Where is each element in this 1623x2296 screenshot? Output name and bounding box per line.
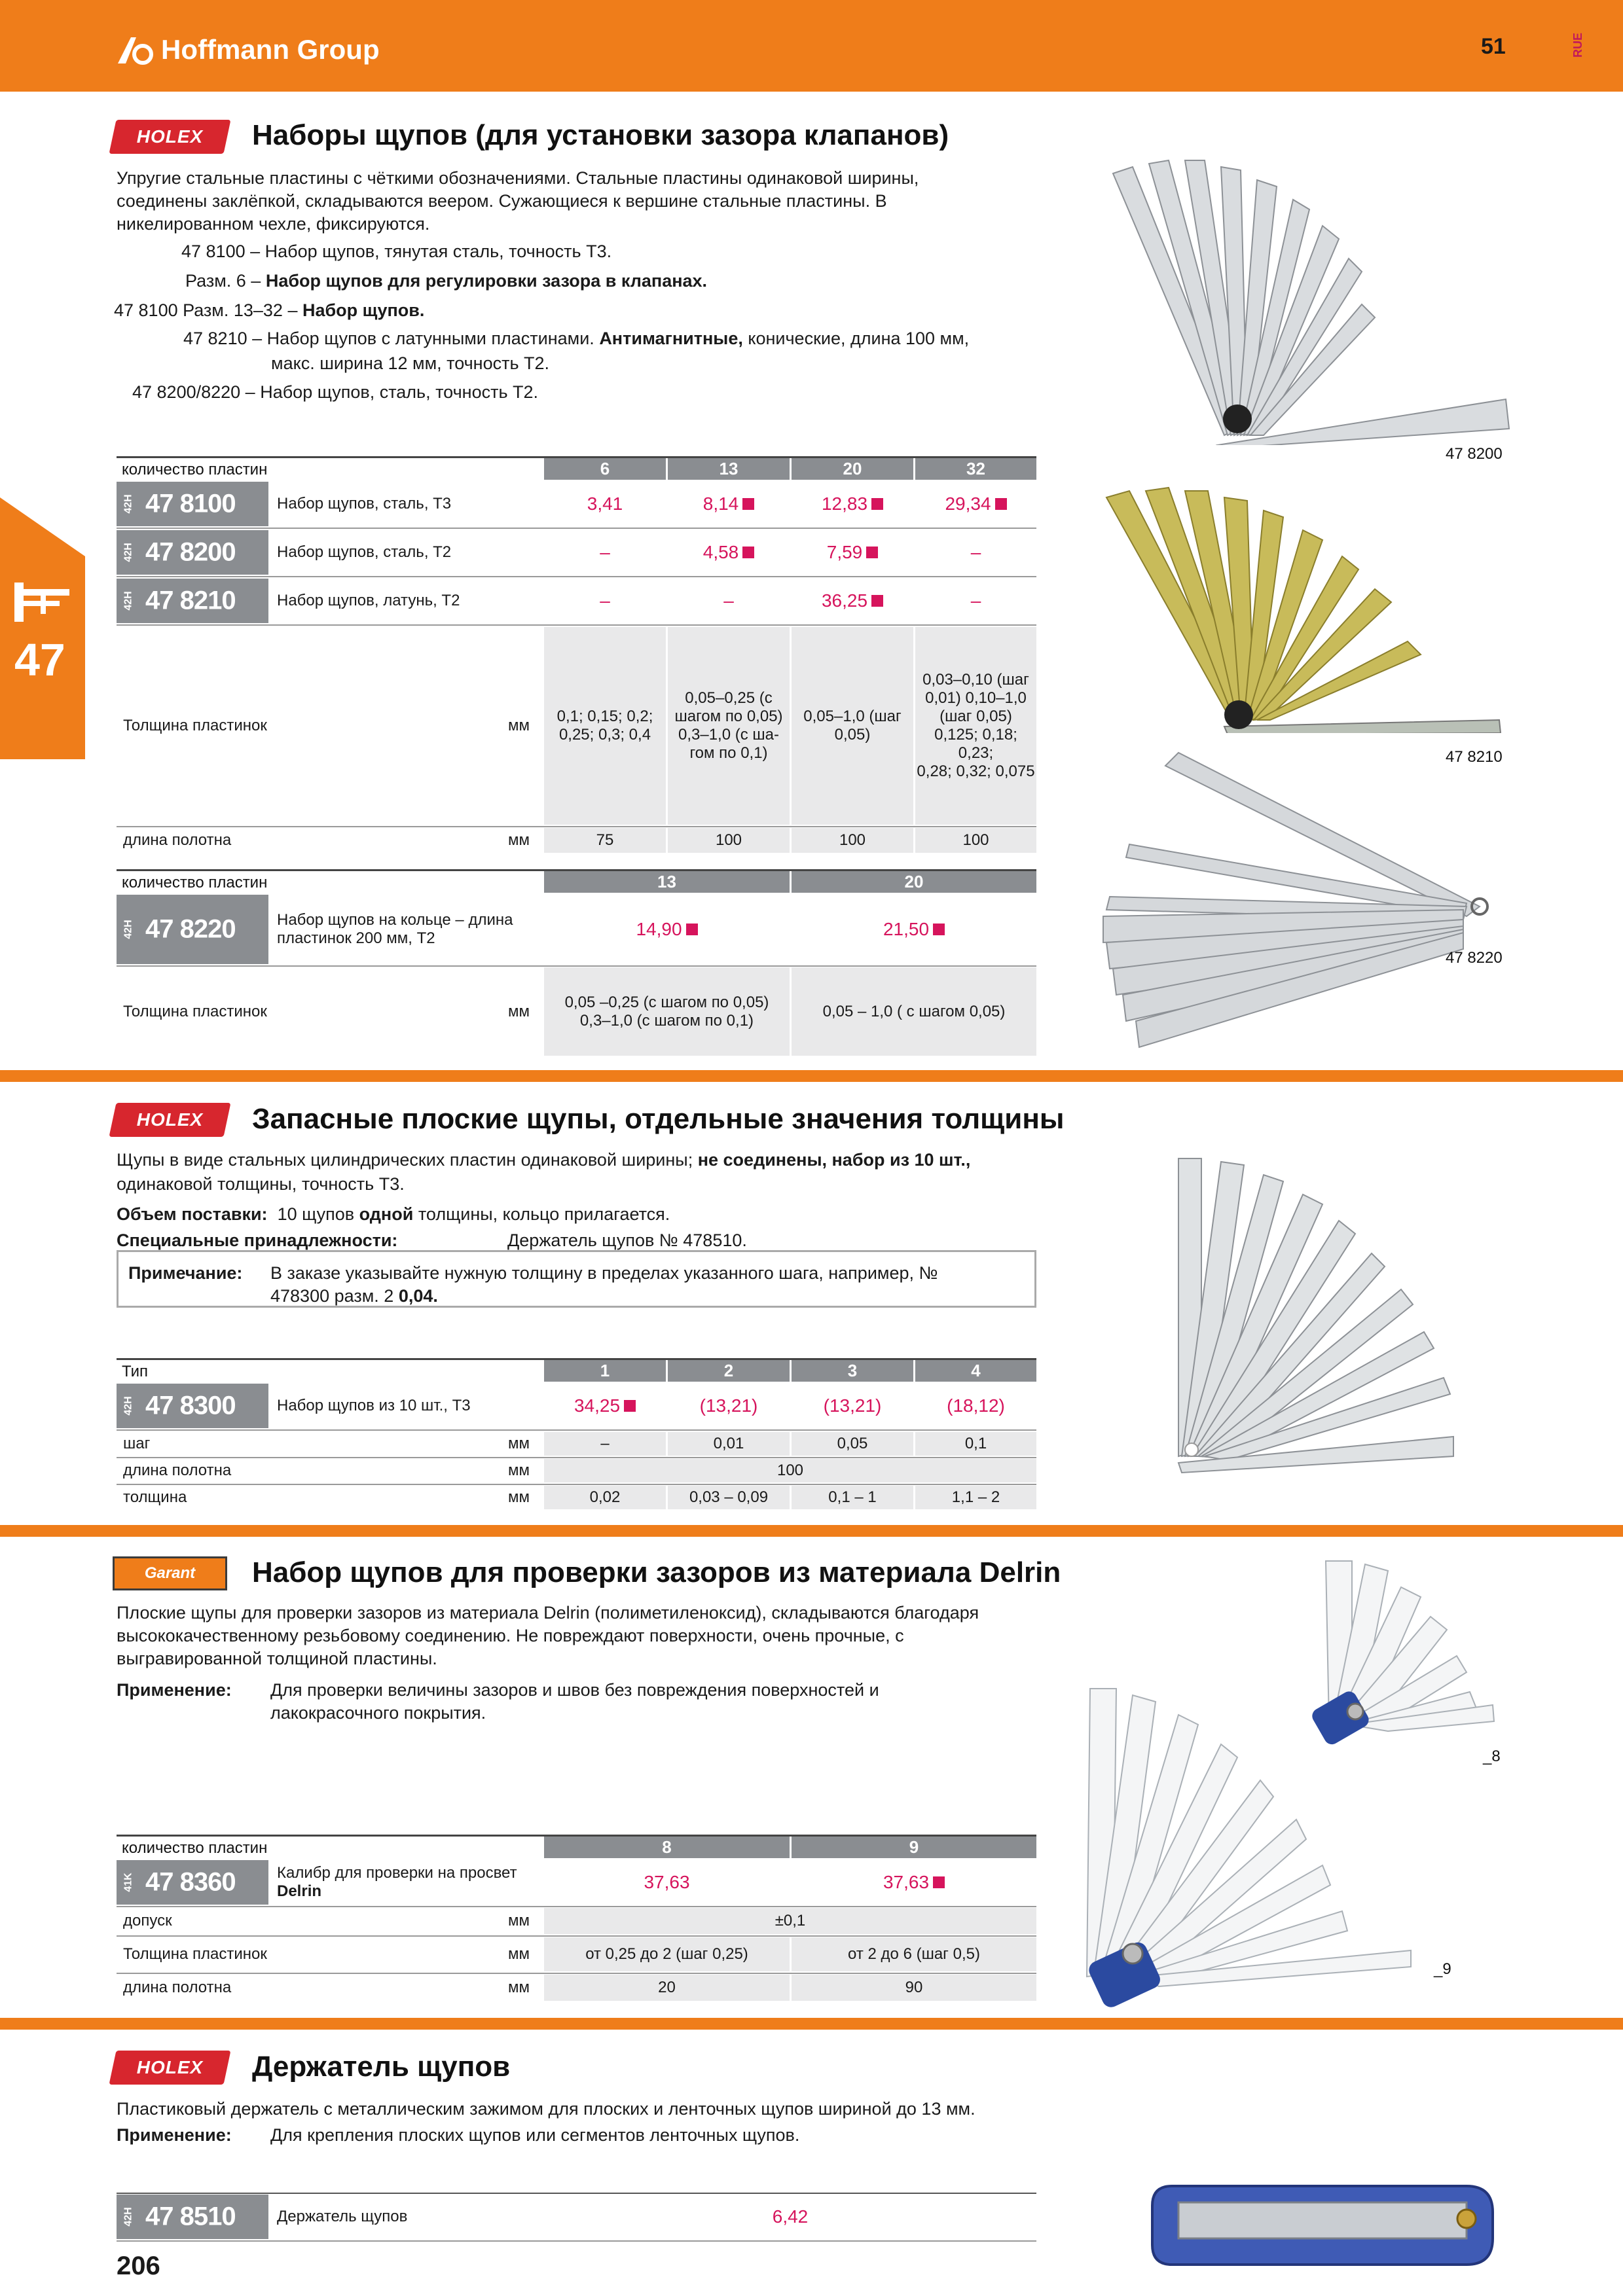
holex-logo: HOLEX [109,1103,230,1137]
s3-app-text: Для проверки величины зазоров и швов без повреждения поверхностей и лакокрасочного покрытия. [270,1680,879,1723]
spare-feelers-image [1165,1149,1467,1476]
table-row-478220[interactable]: 42H 47 8220 Набор щупов на кольце – длина пластинок 200 мм, T2 14,90 21,50 [117,895,1036,964]
table3-length-row: длина полотна мм 100 [117,1459,1036,1482]
table-row-478300[interactable]: 42H 47 8300 Набор щупов из 10 шт., T3 34,25 (13,21) (13,21) (18,12) [117,1384,1036,1428]
section-title-spare-feelers: Запасные плоские щупы, отдельные значения толщины [252,1103,1065,1135]
table2-header: количество пластин 13 20 [117,869,1036,893]
catalog-code: RUE [1571,33,1584,58]
caption-478220: 47 8220 [1446,949,1503,967]
section-divider [0,2018,1623,2030]
s1-item-4-cont: макс. ширина 12 мм, точность T2. [271,353,550,373]
table-row-478200[interactable]: 42H 47 8200 Набор щупов, сталь, T2 – 4,58 7,59 – [117,530,1036,575]
table-row-478210[interactable]: 42H 47 8210 Набор щупов, латунь, T2 – – 36,25 – [117,579,1036,623]
s1-item-1: 47 8100 – Набор щупов, тянутая сталь, точность T3. [181,242,612,261]
delrin-set-9-image [1074,1676,1440,2016]
table-row-478100[interactable]: 42H 47 8100 Набор щупов, сталь, T3 3,41 8,14 12,83 29,34 [117,482,1036,526]
table-row-478360[interactable]: 41K 47 8360 Калибр для проверки на просвет Delrin 37,63 37,63 [117,1860,1036,1905]
feeler-holder-image [1139,2166,1506,2291]
holex-logo: HOLEX [109,2051,230,2085]
table4-length-row: длина полотна мм 20 90 [117,1975,1036,2001]
section-title-holder: Держатель щупов [252,2051,511,2083]
garant-logo: Garant [113,1556,227,1590]
s1-item-3: 47 8100 Разм. 13–32 – Набор щупов. [114,300,425,320]
s2-accessories-value: Держатель щупов № 478510. [507,1230,747,1250]
table4-header: количество пластин 8 9 [117,1835,1036,1858]
chapter-tab [0,497,86,759]
caption-478210: 47 8210 [1446,748,1503,766]
table3-header: Тип 1 2 3 4 [117,1358,1036,1382]
s1-item-4: 47 8210 – Набор щупов с латунными пластинами. Антимагнитные, конические, длина 100 мм, [183,329,970,348]
feeler-set-478210-image [1093,471,1519,733]
hoffmann-logo-icon [117,35,156,65]
brand-name: Hoffmann Group [161,34,380,65]
s1-item-5: 47 8200/8220 – Набор щупов, сталь, точность T2. [132,382,539,402]
s1-intro: Упругие стальные пластины с чёткими обозначениями. Стальные пластины одинаковой ширины, соединены заклёпкой, складываются веером. Сужающиеся к вершине стальные пластины. В никелированном чехле, фиксируются. [117,168,919,234]
s2-note-label: Примечание: [128,1263,243,1283]
s3-app-label: Применение: [117,1680,232,1700]
feeler-set-478220-image [1100,746,1493,1057]
s3-intro: Плоские щупы для проверки зазоров из материала Delrin (полиметиленоксид), складываются благодаря высококачественному резьбовому соединению. Не повреждают поверхности, очень прочные, с выгравированной толщиной пластины. [117,1603,979,1668]
holex-logo: HOLEX [109,120,230,154]
caption-478200: 47 8200 [1446,445,1503,463]
table-row-478510[interactable]: 42H 47 8510 Держатель щупов 6,42 [117,2195,1036,2239]
s2-accessories: Специальные принадлежности: [117,1230,398,1250]
caption-set-8: _8 [1483,1748,1501,1765]
chapter-number: 47 [14,634,65,685]
s2-supply: Объем поставки: 10 щупов одной толщины, кольцо прилагается. [117,1204,670,1224]
s4-intro: Пластиковый держатель с металлическим зажимом для плоских и ленточных щупов шириной до 13 мм. [117,2099,976,2119]
section-divider [0,1070,1623,1082]
brand-logo [117,34,380,65]
table2-thickness-row: Толщина пластинок мм 0,05 –0,25 (с шагом по 0,05) 0,3–1,0 (с шагом по 0,1) 0,05 – 1,0 ( с шагом 0,05) [117,967,1036,1056]
table1-length-row: длина полотна мм 75 100 100 100 [117,828,1036,853]
table3-thickness-row: толщина мм 0,02 0,03 – 0,09 0,1 – 1 1,1 – 2 [117,1486,1036,1509]
section-title-delrin: Набор щупов для проверки зазоров из материала Delrin [252,1556,1061,1588]
footer-page-number: 206 [117,2251,160,2280]
table4-tolerance-row: допуск мм ±0,1 [117,1908,1036,1934]
s2-intro-2: одинаковой толщины, точность T3. [117,1174,405,1194]
s1-item-2: Разм. 6 – Набор щупов для регулировки зазора в клапанах. [185,271,708,291]
table4-thickness-row: Толщина пластинок мм от 0,25 до 2 (шаг 0,25) от 2 до 6 (шаг 0,5) [117,1937,1036,1971]
s2-intro: Щупы в виде стальных цилиндрических пластин одинаковой ширины; не соединены, набор из 10 шт., [117,1150,971,1170]
page-number: 51 [1481,34,1506,59]
s4-app-label: Применение: [117,2125,232,2145]
s2-note-text: В заказе указывайте нужную толщину в пределах указанного шага, например, № 478300 разм. 2 0,04. [270,1263,938,1306]
s4-app-text: Для крепления плоских щупов или сегментов ленточных щупов. [270,2125,800,2145]
caption-set-9: _9 [1434,1960,1451,1978]
section-divider [0,1525,1623,1537]
table1-thickness-row: Толщина пластинок мм 0,1; 0,15; 0,2; 0,25; 0,3; 0,4 0,05–0,25 (с шагом по 0,05) 0,3–1,0 (с ша- гом по 0,1) 0,05–1,0 (шаг 0,05) 0,03–0,10 (шаг 0,01) 0,10–1,0 (шаг 0,05) 0,125; 0,18; 0,23; 0,28; 0,32; 0,075 [117,627,1036,825]
section-title-feeler-sets: Наборы щупов (для установки зазора клапанов) [252,119,949,151]
table3-step-row: шаг мм – 0,01 0,05 0,1 [117,1432,1036,1456]
table1-header: количество пластин 6 13 20 32 [117,456,1036,480]
feeler-set-478200-image [1087,147,1519,445]
